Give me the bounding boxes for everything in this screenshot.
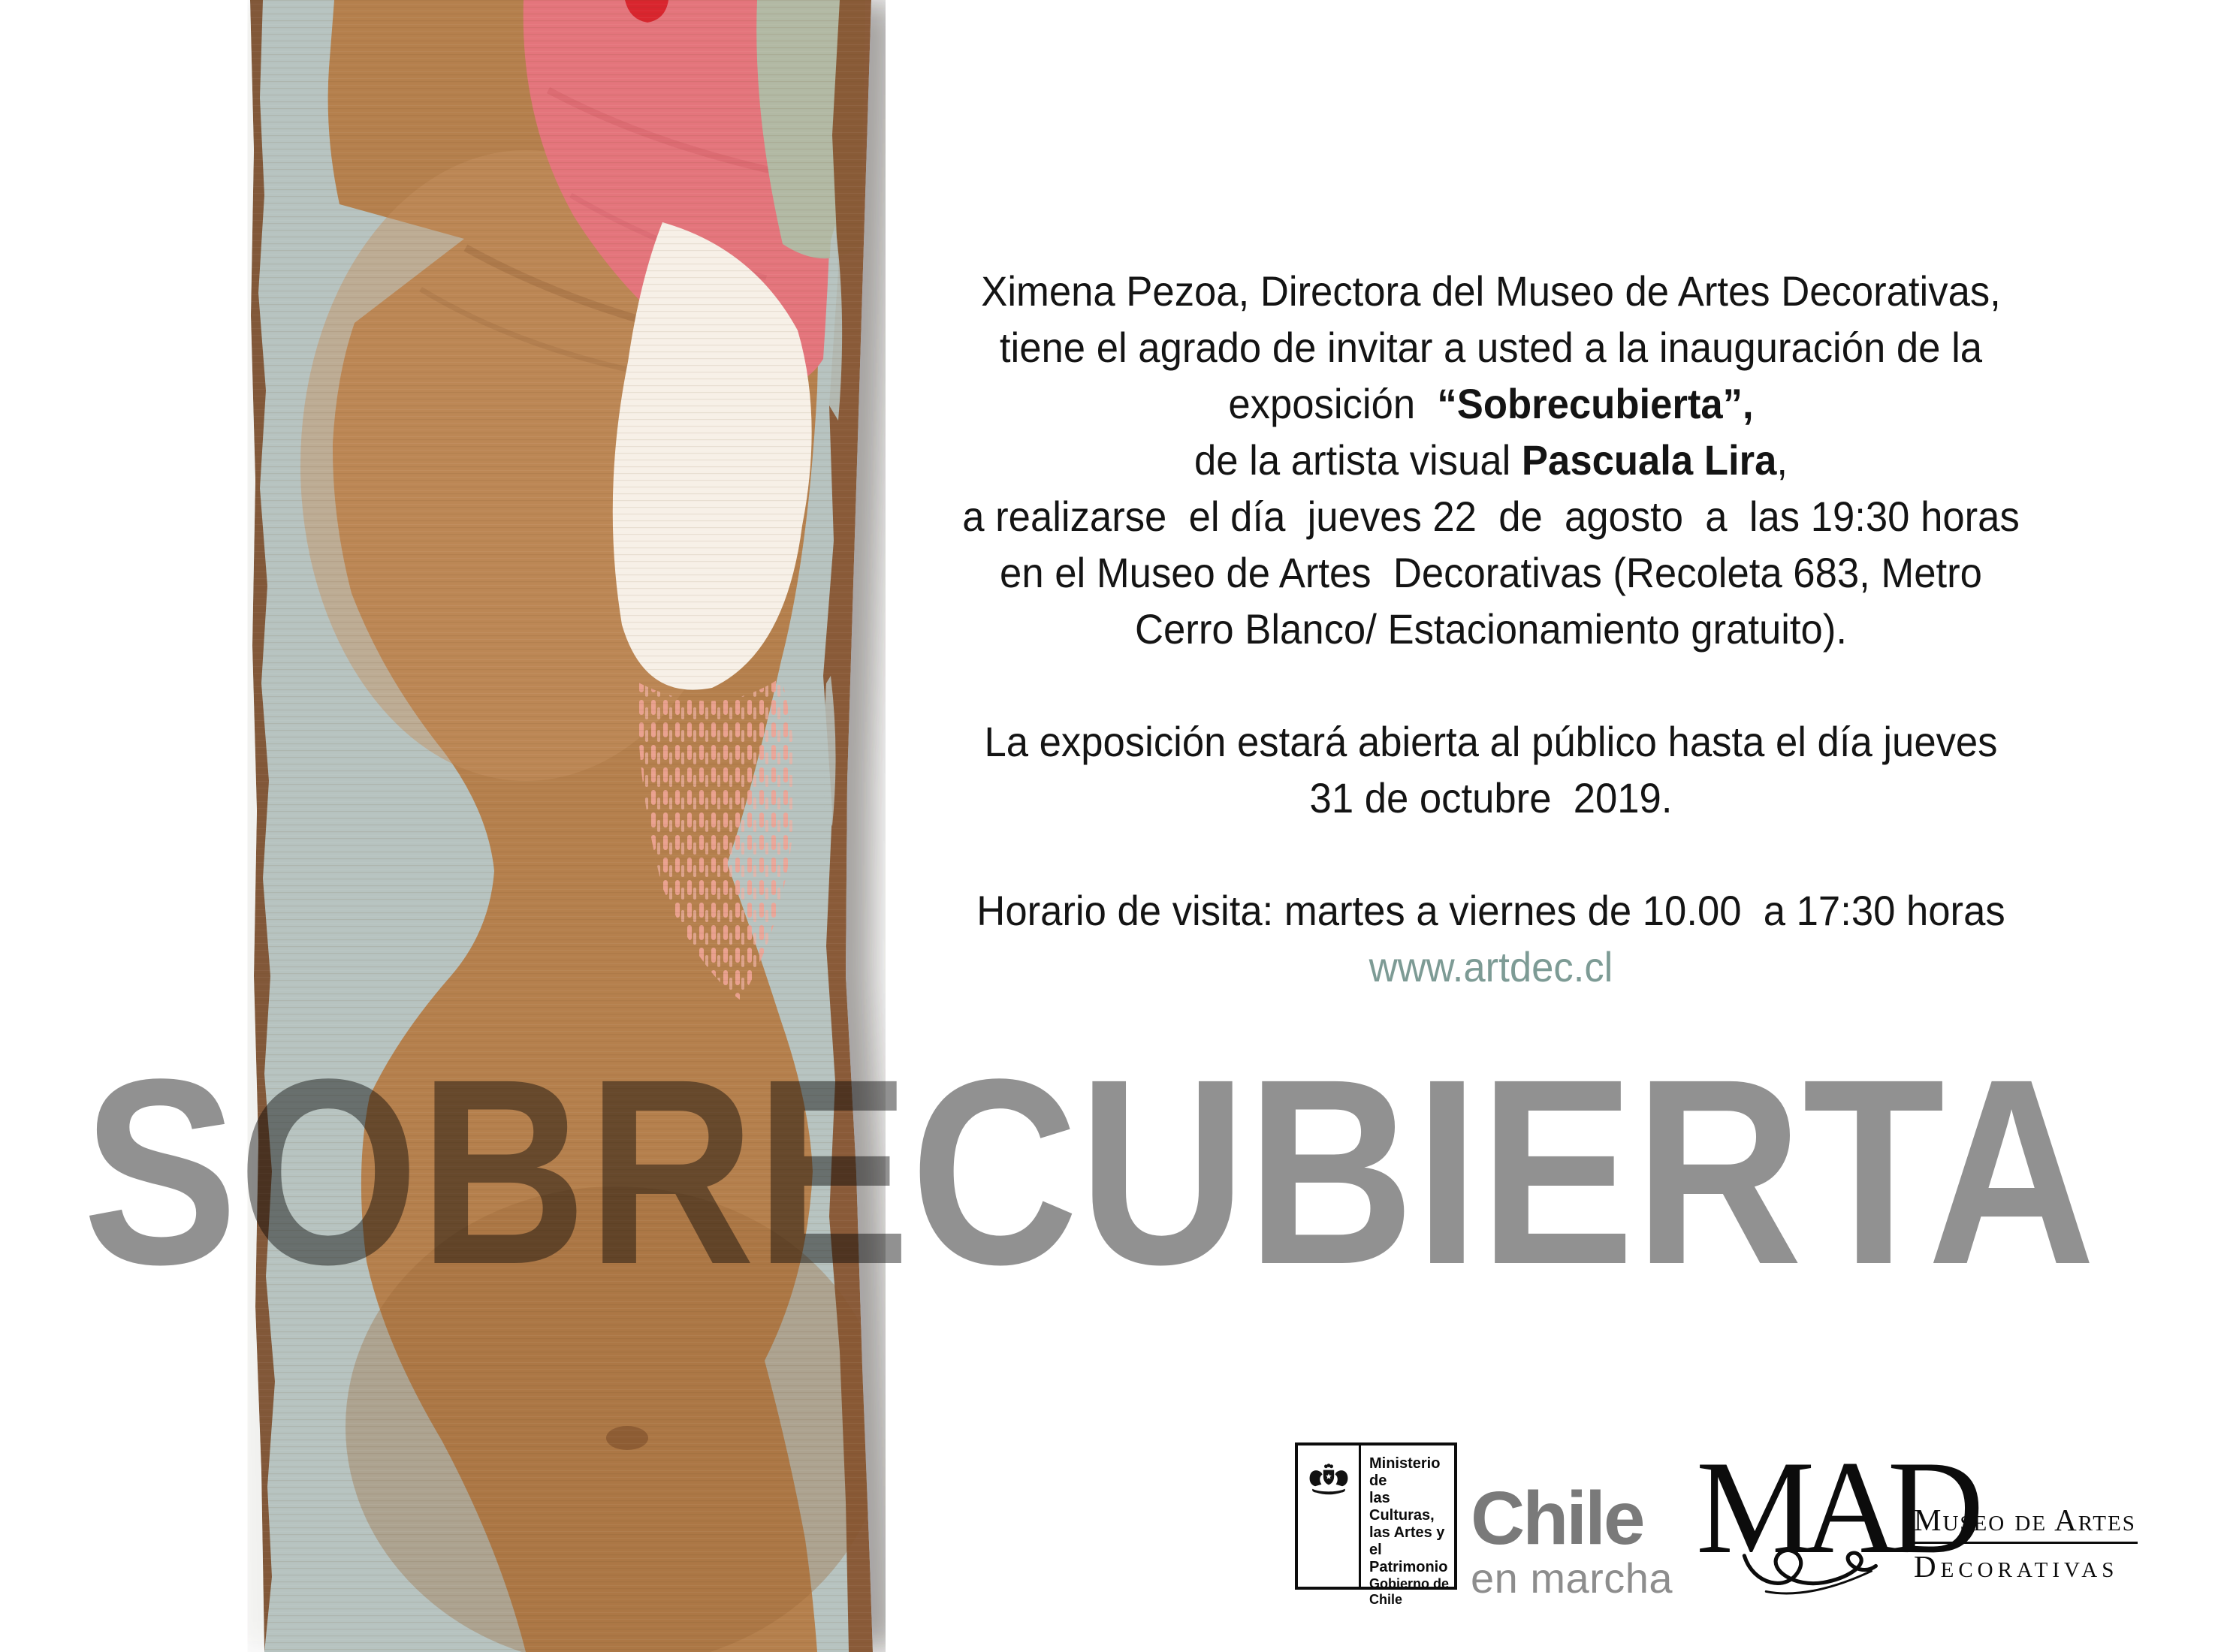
invitation-line xyxy=(895,601,2088,657)
invitation-line xyxy=(895,488,2088,544)
invitation-line xyxy=(895,770,2088,826)
invitation-text: a realizarse el día jueves 22 de agosto a las 19:30 horas xyxy=(962,493,2020,540)
invitation-line xyxy=(895,263,2088,319)
website-link[interactable]: www.artdec.cl xyxy=(1369,943,1613,990)
invitation-line xyxy=(895,713,2088,770)
mad-museum-name xyxy=(1914,1502,2138,1584)
invitation-text-block xyxy=(895,263,2088,995)
invitation-text: Pascuala Lira xyxy=(1521,436,1777,484)
invitation-line xyxy=(895,826,2088,882)
mad-acronym: MAD xyxy=(1696,1433,1972,1581)
chile-coat-of-arms-icon xyxy=(1306,1462,1351,1504)
mad-museum-name-line1: Museo de Artes xyxy=(1914,1502,2138,1544)
invitation-text: Cerro Blanco/ Estacionamiento gratuito). xyxy=(1135,605,1847,653)
invitation-line xyxy=(895,375,2088,432)
panel-grain-texture xyxy=(240,0,886,1652)
invitation-text: “Sobrecubierta”, xyxy=(1437,380,1754,427)
government-label: Gobierno de Chile xyxy=(1369,1576,1450,1607)
artwork-painting-photo xyxy=(0,0,976,1652)
exhibition-title-text: SOBRECUBIERTA xyxy=(83,1023,2096,1319)
invitation-line xyxy=(895,319,2088,375)
invitation-text: exposición xyxy=(1228,380,1438,427)
mad-flourish-icon xyxy=(1728,1538,1900,1602)
chile-campaign-subtitle: en marcha xyxy=(1471,1554,1673,1602)
ministry-logo xyxy=(1295,1442,1457,1607)
invitation-line xyxy=(895,432,2088,488)
mad-museum-name-line2: Decorativas xyxy=(1914,1549,2119,1584)
invitation-text: Horario de visita: martes a viernes de 10.00 a 17:30 horas xyxy=(976,887,2005,934)
invitation-text: Ximena Pezoa, Directora del Museo de Artes Decorativas, xyxy=(981,267,2001,315)
chile-wordmark: Chile xyxy=(1471,1476,1643,1560)
invitation-text: La exposición estará abierta al público hasta el día jueves xyxy=(984,718,1998,765)
invitation-line xyxy=(895,882,2088,939)
ministry-name: Ministerio de las Culturas, las Artes y el Patrimonio xyxy=(1369,1455,1448,1575)
invitation-text: tiene el agrado de invitar a usted a la inauguración de la xyxy=(999,324,1983,371)
invitation-text: 31 de octubre 2019. xyxy=(1309,774,1673,821)
ministry-text-column xyxy=(1361,1446,1454,1607)
invitation-line xyxy=(895,657,2088,713)
ministry-emblem-column xyxy=(1298,1446,1361,1587)
invitation-text: en el Museo de Artes Decorativas (Recoleta 683, Metro xyxy=(1000,549,1982,596)
invitation-text: de la artista visual xyxy=(1193,436,1522,484)
chile-campaign-logo xyxy=(1471,1476,1673,1602)
invitation-line xyxy=(895,939,2088,995)
invitation-text: , xyxy=(1776,436,1788,484)
invitation-line xyxy=(895,544,2088,601)
